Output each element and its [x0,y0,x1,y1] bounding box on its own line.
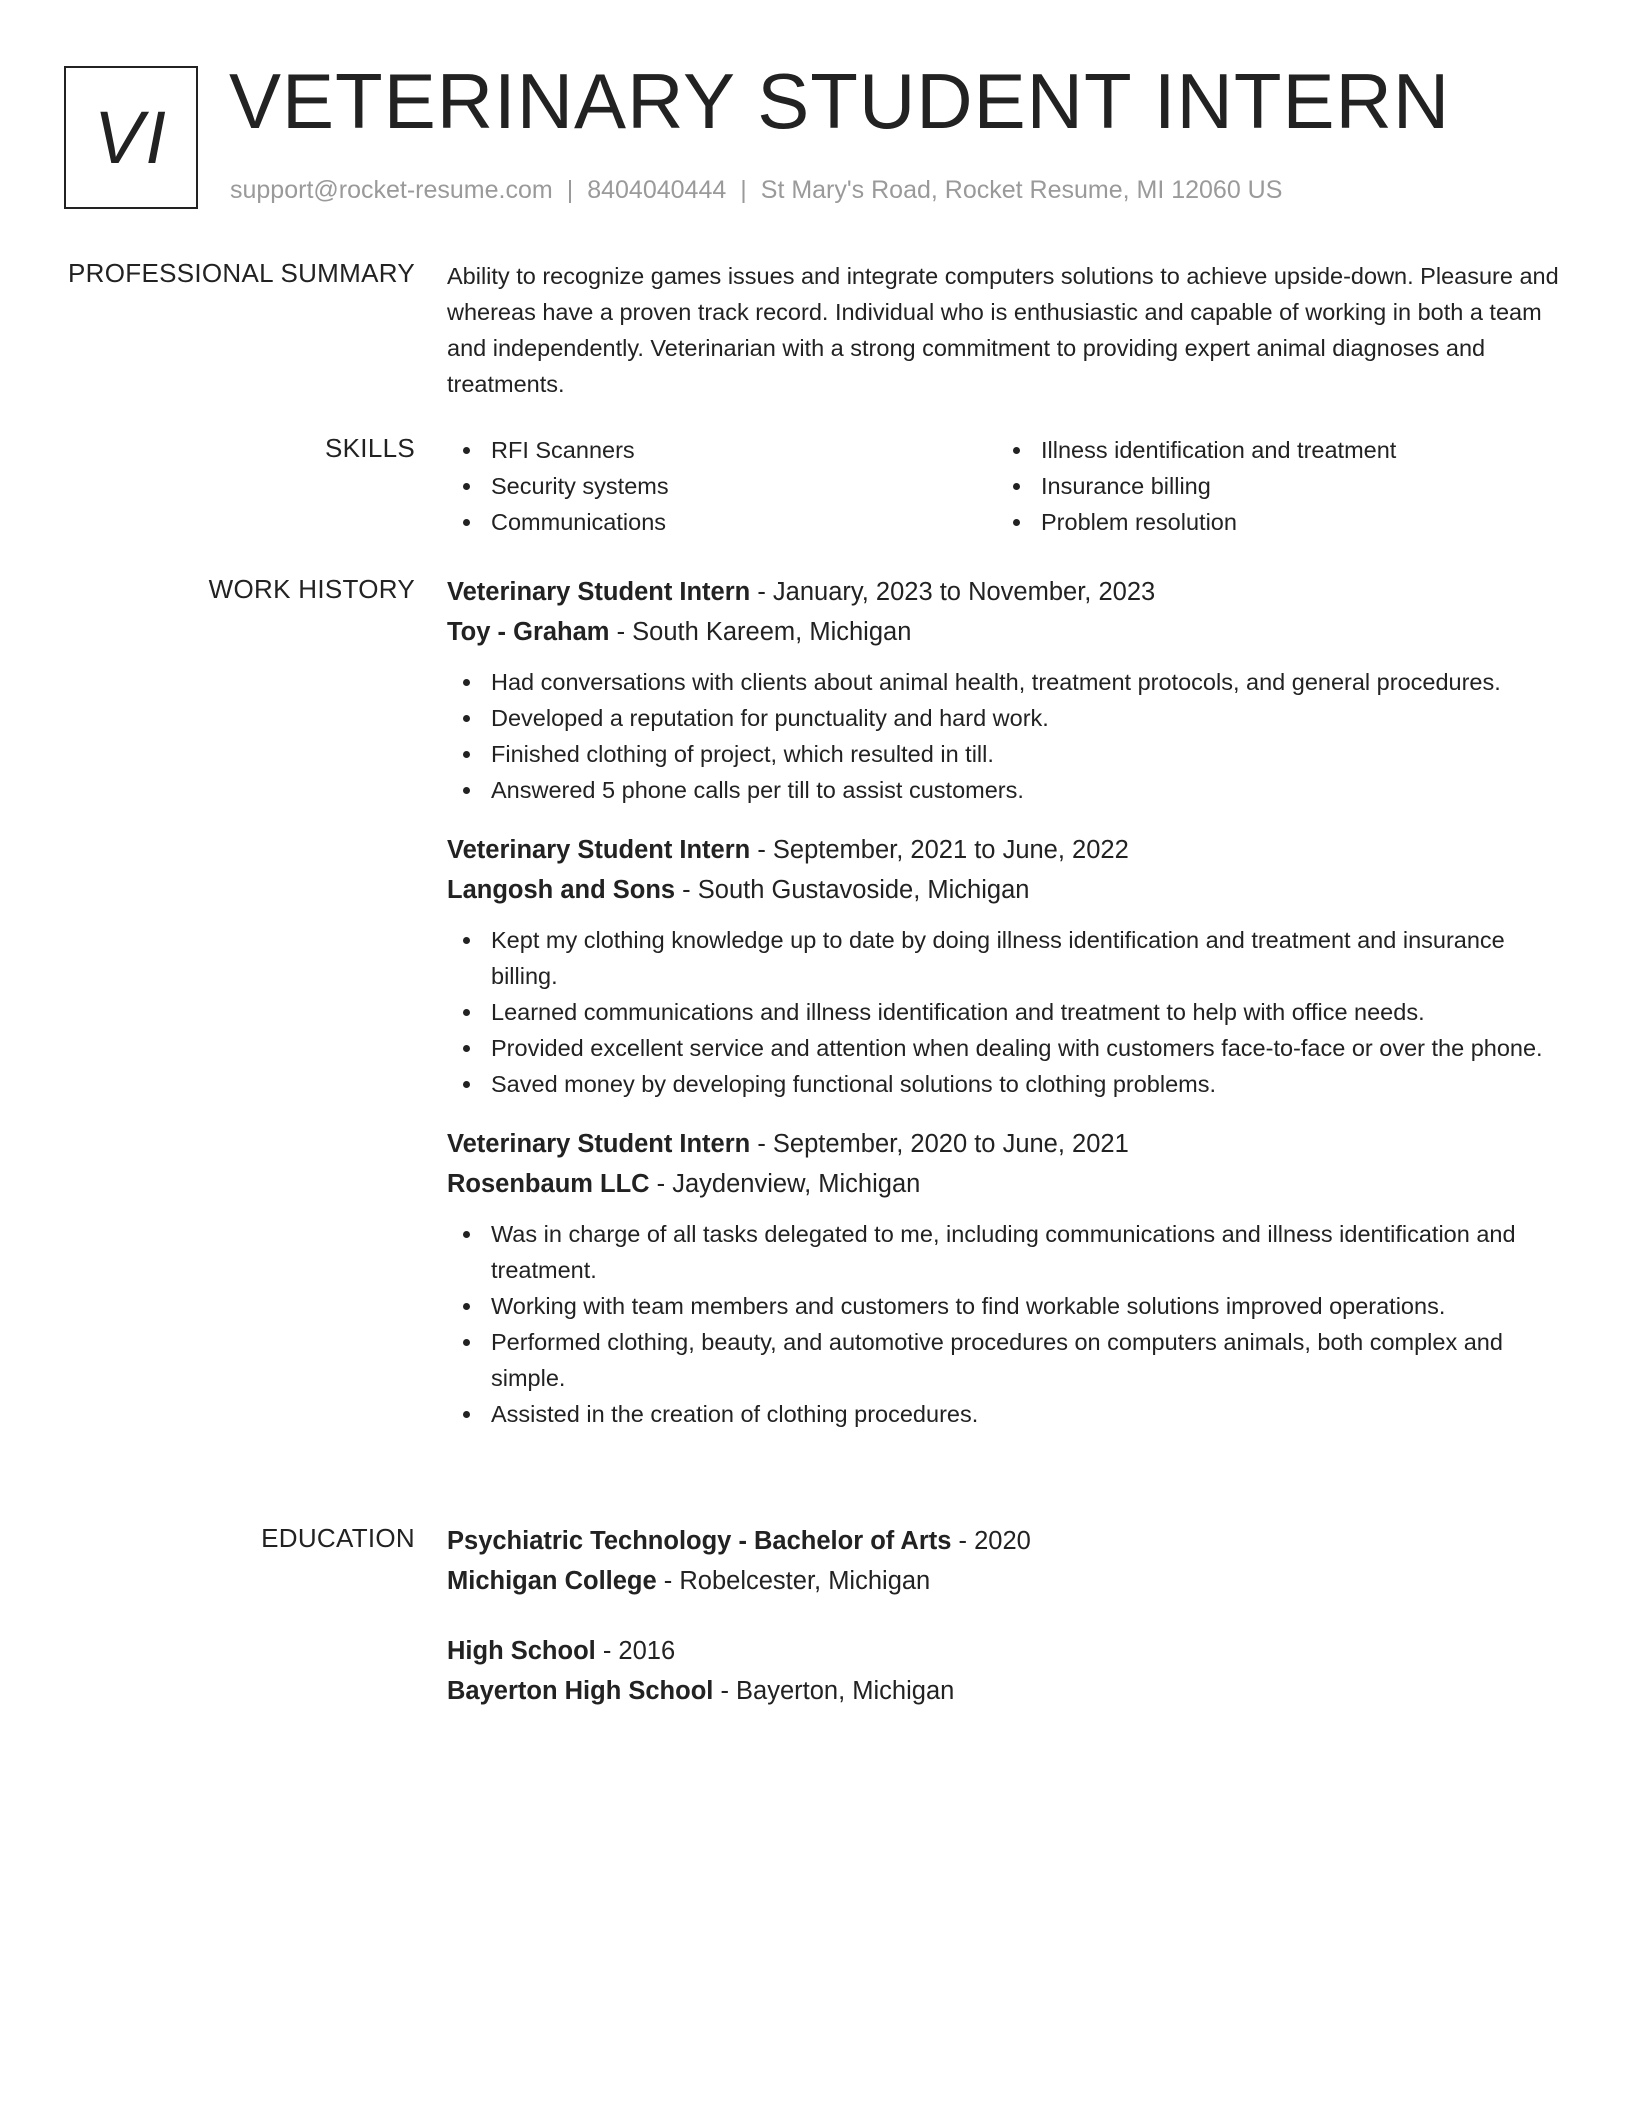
education-entry [447,1631,1567,1711]
job-bullet: Saved money by developing functional solutions to clothing problems. [447,1066,1567,1102]
job-bullet: Assisted in the creation of clothing procedures. [447,1396,1567,1432]
education-location: - Robelcester, Michigan [656,1567,931,1595]
job-bullets [447,1216,1567,1432]
job-entry [447,830,1567,1102]
education-degree: Psychiatric Technology - Bachelor of Arts [447,1527,952,1555]
job-bullet: Performed clothing, beauty, and automotive procedures on computers animals, both complex and simple. [447,1324,1567,1396]
job-company-line [447,612,1567,652]
education-school: Michigan College [447,1567,657,1595]
summary-text: Ability to recognize games issues and integrate computers solutions to achieve upside-down. Pleasure and whereas have a proven track record. Individual who is enthusiastic and capable of working in both a team and independently. Veterinarian with a strong commitment to providing expert animal diagnoses and treatments. [447,263,1559,397]
contact-separator: | [566,176,574,204]
job-company-line [447,870,1567,910]
job-title: Veterinary Student Intern [447,836,751,864]
section-label-skills: SKILLS [325,433,415,463]
education-section [447,1521,1567,1741]
job-title: Veterinary Student Intern [447,1130,751,1158]
skills-column-right [997,432,1547,540]
job-company: Toy - Graham [447,618,610,646]
skills-column-left [447,432,997,540]
job-bullet: Developed a reputation for punctuality and hard work. [447,700,1567,736]
skill-item: Illness identification and treatment [997,432,1547,468]
work-section [447,572,1567,1454]
job-bullet: Was in charge of all tasks delegated to me, including communications and illness identification and treatment. [447,1216,1567,1288]
job-location: - Jaydenview, Michigan [649,1170,921,1198]
education-degree: High School [447,1637,596,1665]
job-company: Langosh and Sons [447,876,676,904]
job-entry [447,1124,1567,1432]
skill-item: Security systems [447,468,997,504]
job-company: Rosenbaum LLC [447,1170,650,1198]
job-title: Veterinary Student Intern [447,578,751,606]
job-bullets [447,664,1567,808]
job-bullet: Working with team members and customers to find workable solutions improved operations. [447,1288,1567,1324]
job-dates: - September, 2021 to June, 2022 [750,836,1129,864]
job-entry [447,572,1567,808]
education-school: Bayerton High School [447,1677,714,1705]
contact-separator: | [740,176,747,204]
job-company-line [447,1164,1567,1204]
skill-item: Problem resolution [997,504,1547,540]
education-year: - 2020 [951,1527,1031,1555]
job-dates: - January, 2023 to November, 2023 [750,578,1156,606]
job-location: - South Kareem, Michigan [609,618,912,646]
summary-section [447,258,1567,402]
section-label-education: EDUCATION [261,1523,415,1553]
education-location: - Bayerton, Michigan [713,1677,955,1705]
education-school-line [447,1671,1567,1711]
job-dates: - September, 2020 to June, 2021 [750,1130,1129,1158]
job-location: - South Gustavoside, Michigan [675,876,1030,904]
job-bullet: Finished clothing of project, which resulted in till. [447,736,1567,772]
resume-title: VETERINARY STUDENT INTERN [229,57,1451,145]
contact-line [230,176,1282,205]
education-year: - 2016 [595,1637,676,1665]
skills-section [447,432,1567,540]
education-school-line [447,1561,1567,1601]
job-bullet: Had conversations with clients about animal health, treatment protocols, and general procedures. [447,664,1567,700]
job-bullets [447,922,1567,1102]
job-bullet: Answered 5 phone calls per till to assist customers. [447,772,1567,808]
job-bullet: Learned communications and illness identification and treatment to help with office needs. [447,994,1567,1030]
skill-item: Communications [447,504,997,540]
job-title-line [447,830,1567,870]
job-title-line [447,572,1567,612]
skill-item: RFI Scanners [447,432,997,468]
job-bullet: Kept my clothing knowledge up to date by doing illness identification and treatment and insurance billing. [447,922,1567,994]
education-degree-line [447,1631,1567,1671]
job-bullet: Provided excellent service and attention when dealing with customers face-to-face or over the phone. [447,1030,1567,1066]
contact-phone[interactable]: 8404040444 [587,176,727,204]
education-degree-line [447,1521,1567,1561]
contact-address: St Mary's Road, Rocket Resume, MI 12060 US [760,176,1283,204]
job-title-line [447,1124,1567,1164]
education-entry [447,1521,1567,1601]
skill-item: Insurance billing [997,468,1547,504]
contact-email[interactable]: support@rocket-resume.com [230,176,553,204]
section-label-summary: PROFESSIONAL SUMMARY [68,258,415,288]
monogram-logo: VI [64,66,198,209]
section-label-work: WORK HISTORY [208,574,415,604]
